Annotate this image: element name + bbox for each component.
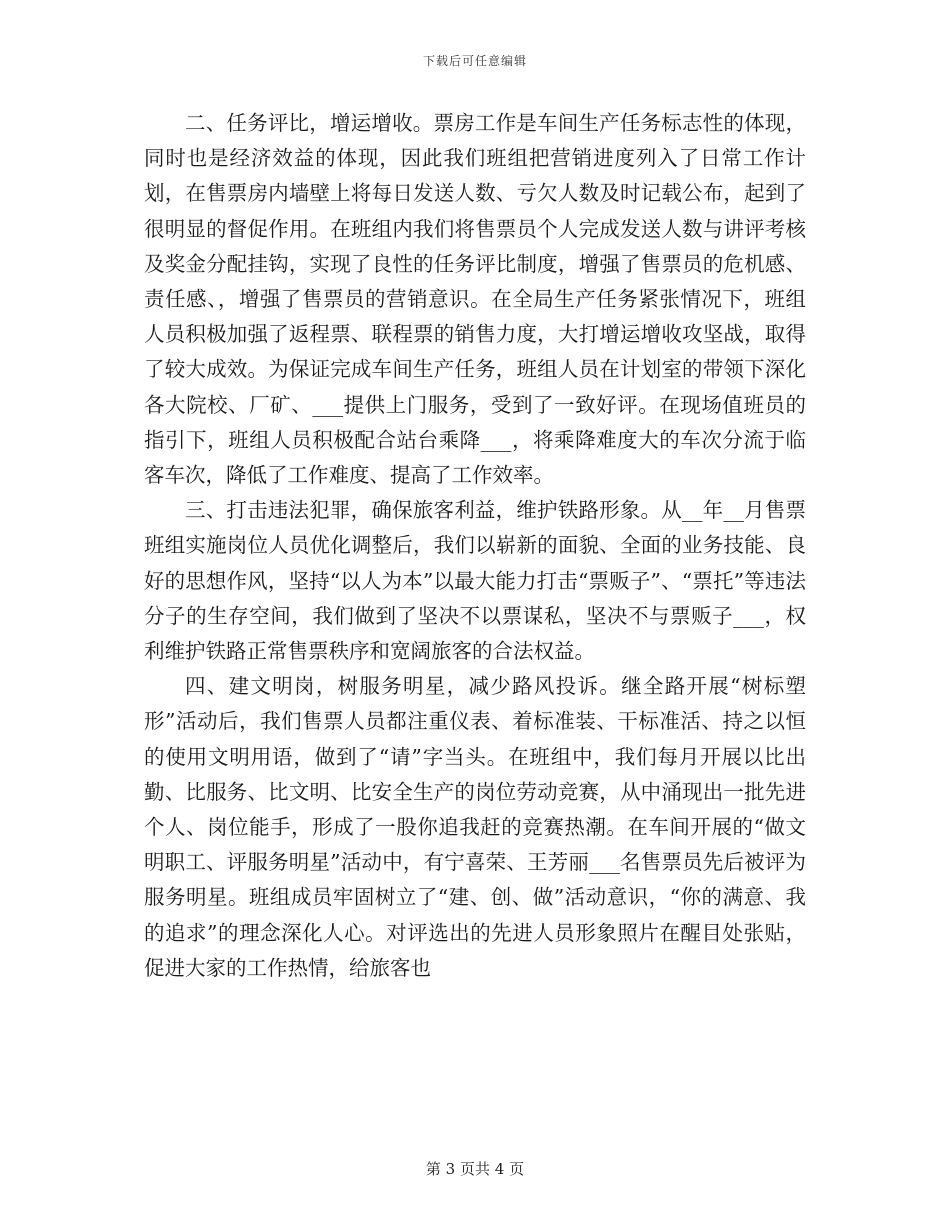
document-body bbox=[144, 106, 806, 986]
page-footer: 第 3 页共 4 页 bbox=[425, 1160, 525, 1178]
paragraph-task-evaluation: 二、任务评比，增运增收。票房工作是车间生产任务标志性的体现，同时也是经济效益的体现，因此我们班组把营销进度列入了日常工作计划，在售票房内墙壁上将每日发送人数、亏欠人数及时记载公布，起到了很明显的督促作用。在班组内我们将售票员个人完成发送人数与讲评考核及奖金分配挂钩，实现了良性的任务评比制度，增强了售票员的危机感、责任感、，增强了售票员的营销意识。在全局生产任务紧张情况下，班组人员积极加强了返程票、联程票的销售力度，大打增运增收攻坚战，取得了较大成效。为保证完成车间生产任务，班组人员在计划室的带领下深化各大院校、厂矿、___提供上门服务，受到了一致好评。在现场值班员的指引下，班组人员积极配合站台乘降___，将乘降难度大的车次分流于临客车次，降低了工作难度、提高了工作效率。 bbox=[144, 111, 806, 488]
page-header: 下载后可任意编辑 bbox=[422, 54, 527, 68]
paragraph-civilized-post: 四、建文明岗，树服务明星，减少路风投诉。继全路开展“树标塑形”活动后，我们售票人员都注重仪表、着标准装、干标准活、持之以恒的使用文明用语，做到了“请”字当头。在班组中，我们每月开展以比出勤、比服务、比文明、比安全生产的岗位劳动竞赛，从中涌现出一批先进个人、岗位能手，形成了一股你追我赶的竞赛热潮。在车间开展的“做文明职工、评服务明星”活动中，有宁喜荣、王芳丽___名售票员先后被评为服务明星。班组成员牢固树立了“建、创、做”活动意识，“你的满意、我的追求”的理念深化人心。对评选出的先进人员形象照片在醒目处张贴，促进大家的工作热情，给旅客也 bbox=[144, 674, 806, 980]
paragraph-anti-crime: 三、打击违法犯罪，确保旅客利益，维护铁路形象。从__年__月售票班组实施岗位人员优化调整后，我们以崭新的面貌、全面的业务技能、良好的思想作风，坚持“以人为本”以最大能力打击“票贩子”、“票托”等违法分子的生存空间，我们做到了坚决不以票谋私，坚决不与票贩子___，权利维护铁路正常售票秩序和宽阔旅客的合法权益。 bbox=[144, 498, 806, 664]
